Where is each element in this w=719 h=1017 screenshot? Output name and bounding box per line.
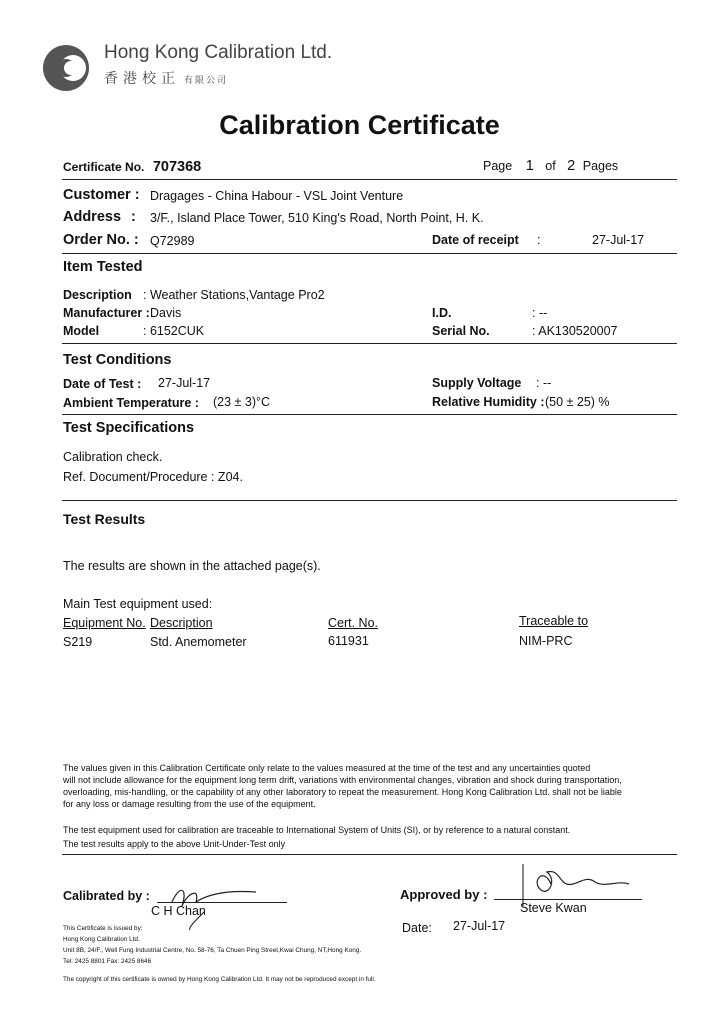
serial-label: Serial No. <box>432 324 490 338</box>
table-header-cert-no: Cert. No. <box>328 616 379 630</box>
date-of-test-value: 27-Jul-17 <box>158 376 211 390</box>
disclaimer-line: for any loss or damage resulting from the use of the equipment. <box>63 799 316 809</box>
date-of-receipt-colon: : <box>537 233 541 247</box>
relative-humidity-value: (50 ± 25) % <box>545 395 610 409</box>
id-value: : -- <box>532 306 548 320</box>
test-spec-line: Ref. Document/Procedure : Z04. <box>63 470 243 484</box>
table-header-traceable: Traceable to <box>519 614 589 628</box>
item-tested-heading: Item Tested <box>63 259 143 275</box>
calibrated-by-name: C H Chan <box>151 904 206 918</box>
divider <box>62 253 677 254</box>
ambient-temperature-label: Ambient Temperature : <box>63 396 199 410</box>
copyright-notice: The copyright of this certificate is owned by Hong Kong Calibration Ltd. It may not be reproduced except in full. <box>63 976 376 983</box>
issuer-line: This Certificate is issued by: <box>63 925 143 932</box>
model-value: : 6152CUK <box>143 324 205 338</box>
page-count: Page 1 of 2 Pages <box>483 158 619 174</box>
disclaimer-line: The values given in this Calibration Certificate only relate to the values measured at the time of the test and any uncertainties quoted <box>63 763 591 773</box>
divider <box>62 414 677 415</box>
date-of-receipt-label: Date of receipt <box>432 233 519 247</box>
equipment-heading: Main Test equipment used: <box>63 597 213 611</box>
issuer-line: Hong Kong Calibration Ltd. <box>63 936 140 943</box>
traceability-line: The test results apply to the above Unit-Under-Test only <box>63 839 286 849</box>
test-spec-line: Calibration check. <box>63 450 163 464</box>
date-value: 27-Jul-17 <box>453 919 506 933</box>
table-cell: Std. Anemometer <box>150 635 247 649</box>
address-label: Address : <box>63 209 136 225</box>
relative-humidity-label: Relative Humidity : <box>432 395 545 409</box>
model-label: Model <box>63 324 100 338</box>
table-cell: 611931 <box>328 634 369 648</box>
approved-by-label: Approved by : <box>400 887 488 902</box>
id-label: I.D. <box>432 306 452 320</box>
table-header-description: Description <box>150 616 213 630</box>
company-logo-icon <box>42 44 90 92</box>
calibrated-by-label: Calibrated by : <box>63 889 150 903</box>
issuer-line: Tel: 2425 8801 Fax: 2425 8646 <box>63 958 152 965</box>
traceability-line: The test equipment used for calibration are traceable to International System of Units (SI), or by reference to a natural constant. <box>63 825 571 835</box>
order-label: Order No. : <box>63 232 139 248</box>
disclaimer-line: overloading, mis-handling, or the capability of any other laboratory to repeat the measurement. Hong Kong Calibration Ltd. shall not be liable <box>63 787 622 797</box>
document-title: Calibration Certificate <box>219 110 500 140</box>
date-of-test-label: Date of Test : <box>63 377 142 391</box>
serial-value: : AK130520007 <box>532 324 618 338</box>
date-of-receipt-value: 27-Jul-17 <box>592 233 645 247</box>
certificate-number: 707368 <box>152 159 202 175</box>
company-name-en: Hong Kong Calibration Ltd. <box>104 42 333 63</box>
manufacturer-value: Davis <box>150 306 182 320</box>
description-label: Description <box>63 288 132 302</box>
divider <box>62 854 677 855</box>
date-label: Date: <box>402 921 432 935</box>
description-value: : Weather Stations,Vantage Pro2 <box>143 288 325 302</box>
divider <box>62 500 677 501</box>
test-results-text: The results are shown in the attached page(s). <box>63 559 321 573</box>
disclaimer-line: will not include allowance for the equipment long term drift, variations with environmental changes, vibration and shock during transportation, <box>63 775 622 785</box>
address-value: 3/F., Island Place Tower, 510 King's Road, North Point, H. K. <box>150 211 484 225</box>
customer-value: Dragages - China Habour - VSL Joint Venture <box>150 189 404 203</box>
divider <box>62 343 677 344</box>
divider <box>62 179 677 180</box>
table-header-equipment-no: Equipment No. <box>63 616 146 630</box>
test-results-heading: Test Results <box>63 511 146 527</box>
table-cell: NIM-PRC <box>519 634 573 648</box>
approved-by-name: Steve Kwan <box>520 901 587 915</box>
issuer-line: Unit 8B, 24/F., Well Fung Industrial Centre, No. 58-76, Ta Chuen Ping Street,Kwai Chung, NT,Hong Kong. <box>63 947 362 954</box>
table-cell: S219 <box>63 635 93 649</box>
order-value: Q72989 <box>150 234 195 248</box>
ambient-temperature-value: (23 ± 3)°C <box>213 395 271 409</box>
supply-voltage-value: : -- <box>536 376 552 390</box>
supply-voltage-label: Supply Voltage <box>432 376 522 390</box>
certificate-number-line: Certificate No. 707368 <box>63 159 202 175</box>
customer-label: Customer : <box>63 187 140 203</box>
company-name-cn: 香港校正 有限公司 <box>104 71 229 87</box>
test-conditions-heading: Test Conditions <box>63 352 172 368</box>
test-specifications-heading: Test Specifications <box>63 420 195 436</box>
manufacturer-label: Manufacturer : <box>63 306 150 320</box>
